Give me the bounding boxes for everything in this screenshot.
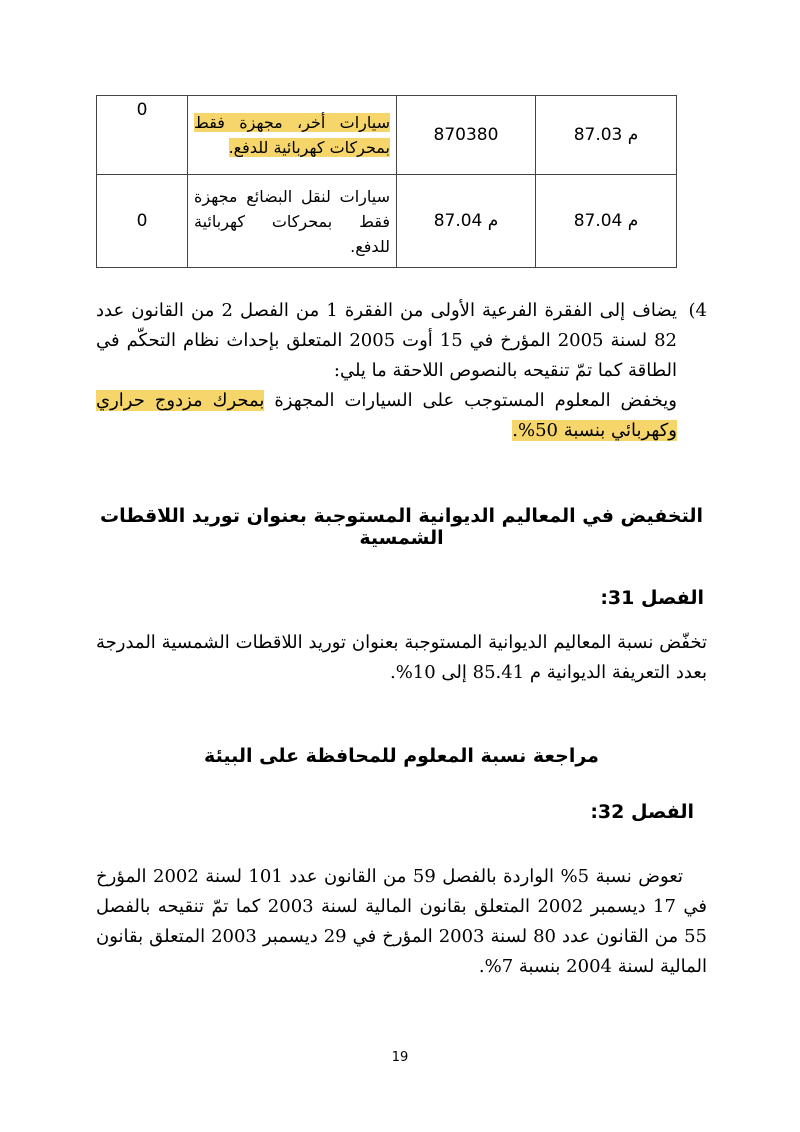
- section-heading-solar: التخفيض في المعاليم الديوانية المستوجبة بعنوان توريد اللاقطات الشمسية: [100, 505, 703, 549]
- item-text: يضاف إلى الفقرة الفرعية الأولى من الفقرة 1 من الفصل 2 من القانون عدد 82 لسنة 2005 المؤرخ في 15 أوت 2005 المتعلق بإحداث نظام التحكّم في الطاقة كما تمّ تنقيحه بالنصوص اللاحقة ما يلي:: [96, 300, 677, 381]
- table-row: [97, 96, 677, 175]
- description-cell: سيارات لنقل البضائع مجهزة فقط بمحركات كهربائية للدفع.: [188, 175, 397, 268]
- item-body: [96, 296, 677, 446]
- ngp-cell: 870380: [397, 96, 536, 175]
- chapter-31-text: تخفّض نسبة المعاليم الديوانية المستوجبة بعنوان توريد اللاقطات الشمسية المدرجة بعدد التعريفة الديوانية م 85.41 إلى 10%.: [96, 632, 707, 683]
- chapter-31-label: الفصل 31:: [600, 587, 704, 609]
- chapter-32-label: الفصل 32:: [590, 801, 694, 823]
- highlighted-description: سيارات أخر، مجهزة فقط بمحركات كهربائية للدفع.: [194, 113, 390, 157]
- tariff-table: [96, 95, 677, 268]
- tariff-code-cell: م 87.03: [536, 96, 677, 175]
- chapter-32-text: تعوض نسبة 5% الواردة بالفصل 59 من القانون عدد 101 لسنة 2002 المؤرخ في 17 ديسمبر 2002 المتعلق بقانون المالية لسنة 2003 كما تمّ تنقيحه بالفصل 55 من القانون عدد 80 لسنة 2003 المؤرخ في 29 ديسمبر 2003 المتعلق بقانون المالية لسنة 2004 بنسبة 7%.: [96, 866, 707, 977]
- ngp-cell: م 87.04: [397, 175, 536, 268]
- highlighted-added-text: بمحرك مزدوج حراري وكهربائي بنسبة 50%.: [96, 390, 677, 441]
- added-text: ويخفض المعلوم المستوجب على السيارات المجهزة: [264, 390, 677, 411]
- table-row: [97, 175, 677, 268]
- description-cell: [188, 96, 397, 175]
- section-heading-environment: مراجعة نسبة المعلوم للمحافظة على البيئة: [204, 745, 599, 767]
- tariff-code-cell: م 87.04: [536, 175, 677, 268]
- amendment-item-4: [96, 296, 707, 446]
- item-number: 4): [688, 300, 707, 321]
- page-number: 19: [391, 1050, 409, 1065]
- rate-cell: 0: [97, 96, 188, 175]
- rate-cell: 0: [97, 175, 188, 268]
